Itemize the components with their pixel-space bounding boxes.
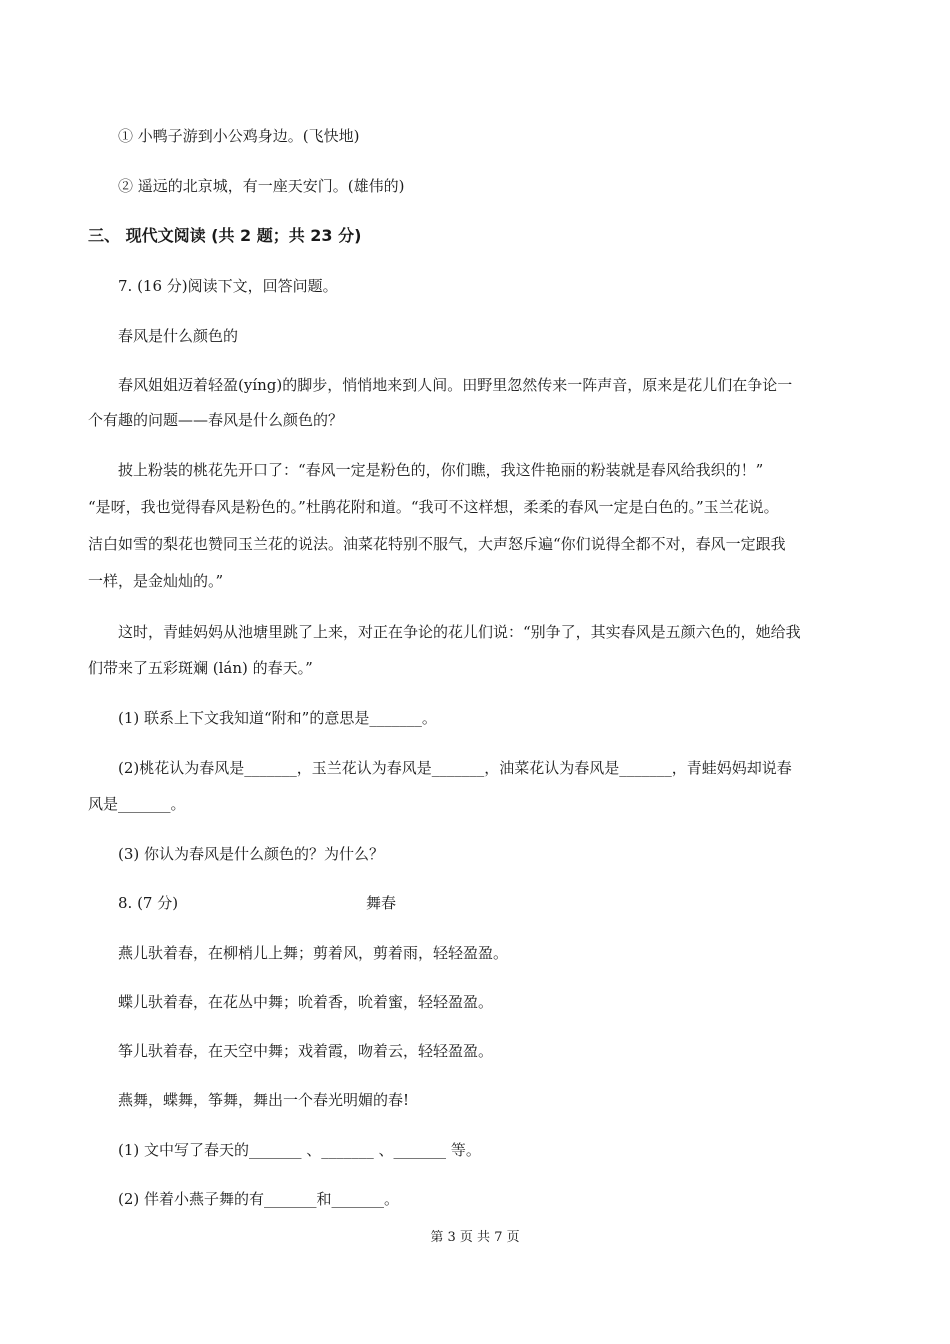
- poem-line: 燕儿驮着春，在柳梢儿上舞；剪着风，剪着雨，轻轻盈盈。: [118, 944, 509, 962]
- question-8-header: 8. (7 分): [118, 894, 179, 912]
- poem-line: 筝儿驮着春，在天空中舞；戏着霞，吻着云，轻轻盈盈。: [118, 1042, 494, 1060]
- question-8-sub1: (1) 文中写了春天的_______ 、_______ 、_______ 等。: [118, 1141, 481, 1159]
- passage-line: 这时，青蛙妈妈从池塘里跳了上来，对正在争论的花儿们说：“别争了，其实春风是五颜六色的，她给我: [118, 623, 801, 641]
- passage-line: 春风姐姐迈着轻盈(yíng)的脚步，悄悄地来到人间。田野里忽然传来一阵声音，原来是花儿们在争论一: [118, 376, 793, 394]
- question-7-header: 7. (16 分)阅读下文，回答问题。: [118, 277, 338, 295]
- passage-line: 一样，是金灿灿的。”: [88, 572, 224, 590]
- question-line: (2)桃花认为春风是_______，玉兰花认为春风是_______，油菜花认为春风是_______，青蛙妈妈却说春: [118, 759, 792, 777]
- section-heading: 三、 现代文阅读 (共 2 题；共 23 分): [88, 226, 362, 245]
- passage-line: “是呀，我也觉得春风是粉色的。”杜鹃花附和道。“我可不这样想，柔柔的春风一定是白色的。”玉兰花说。: [88, 498, 779, 516]
- page-footer: 第 3 页 共 7 页: [430, 1230, 520, 1245]
- section1-item2: ② 遥远的北京城，有一座天安门。(雄伟的): [118, 177, 405, 195]
- poem-title: 舞春: [366, 894, 397, 912]
- passage-line: 披上粉装的桃花先开口了：“春风一定是粉色的，你们瞧，我这件艳丽的粉装就是春风给我织的！”: [118, 461, 764, 479]
- question-7-sub1: (1) 联系上下文我知道“附和”的意思是_______。: [118, 709, 437, 727]
- question-7-sub3: (3) 你认为春风是什么颜色的？为什么？: [118, 845, 385, 863]
- question-8-sub2: (2) 伴着小燕子舞的有_______和_______。: [118, 1190, 400, 1208]
- passage-line: 们带来了五彩斑斓 (lán) 的春天。”: [88, 659, 313, 677]
- passage-title: 春风是什么颜色的: [118, 327, 239, 345]
- section1-item1: ① 小鸭子游到小公鸡身边。(飞快地): [118, 127, 360, 145]
- poem-line: 燕舞，蝶舞，筝舞，舞出一个春光明媚的春!: [118, 1091, 410, 1109]
- passage-line: 个有趣的问题——春风是什么颜色的？: [88, 411, 344, 429]
- poem-line: 蝶儿驮着春，在花丛中舞；吮着香，吮着蜜，轻轻盈盈。: [118, 993, 494, 1011]
- passage-line: 洁白如雪的梨花也赞同玉兰花的说法。油菜花特别不服气，大声怒斥遍“你们说得全都不对，春风一定跟我: [88, 535, 786, 553]
- question-line: 风是_______。: [88, 795, 186, 813]
